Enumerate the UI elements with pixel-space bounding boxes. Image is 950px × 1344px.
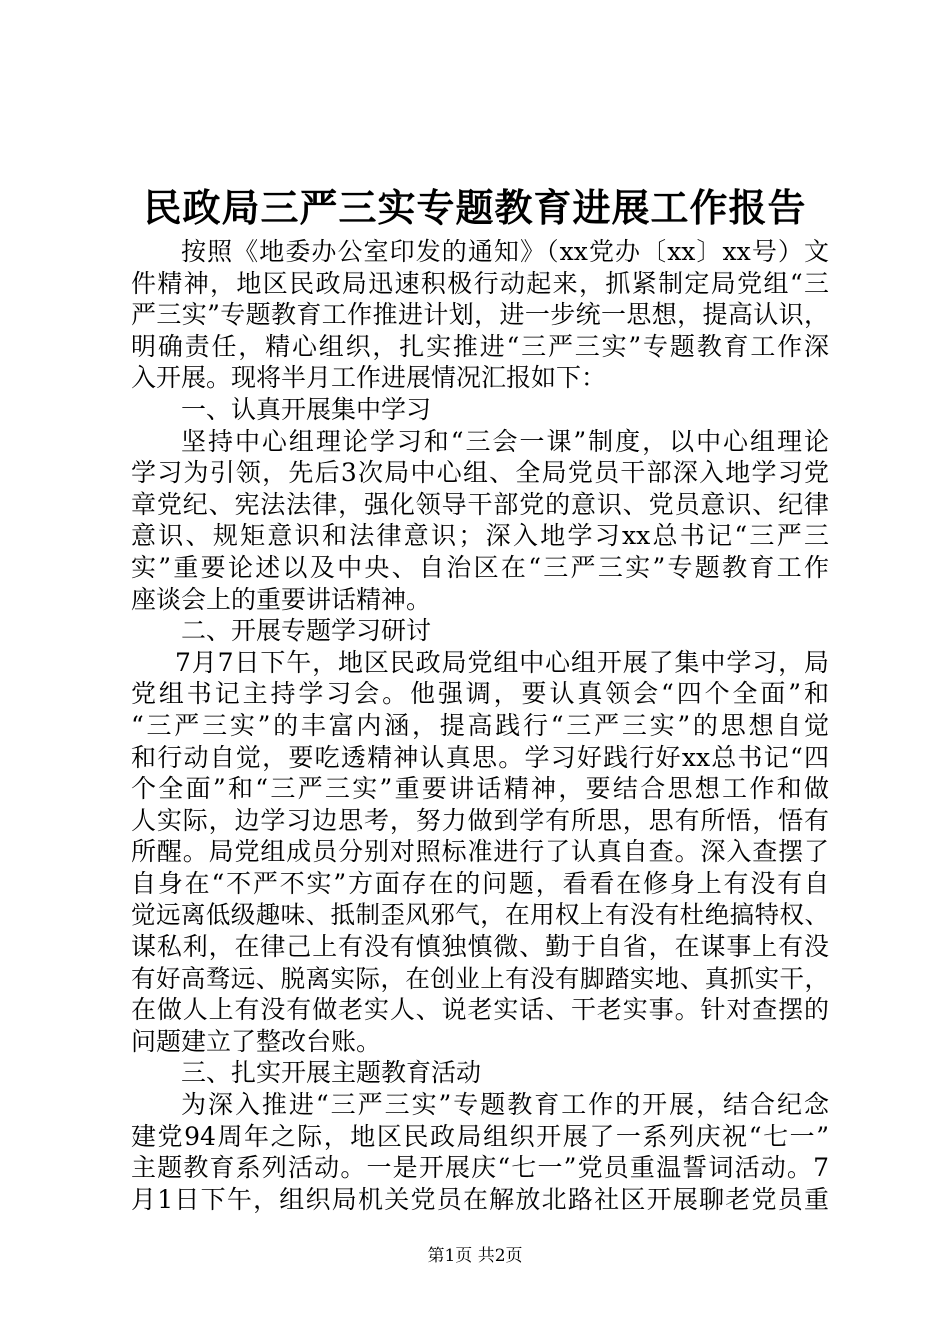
paragraph-line: 个全面”和“三严三实”重要讲话精神，要结合思想工作和做 (131, 774, 829, 804)
paragraph-line: 觉远离低级趣味、抵制歪风邪气，在用权上有没有杜绝搞特权、 (131, 900, 829, 930)
paragraph-line: 学习为引领，先后3次局中心组、全局党员干部深入地学习党 (131, 458, 829, 488)
paragraph-line: 谋私利，在律己上有没有慎独慎微、勤于自省，在谋事上有没 (131, 932, 829, 962)
paragraph-line: 件精神，地区民政局迅速积极行动起来，抓紧制定局党组“三 (131, 268, 829, 298)
page-number-footer: 第1页 共2页 (427, 1246, 523, 1266)
paragraph-line: “三严三实”的丰富内涵，提高践行“三严三实”的思想自觉 (131, 710, 829, 740)
section-heading: 三、扎实开展主题教育活动 (181, 1058, 482, 1088)
section-heading: 一、认真开展集中学习 (181, 394, 432, 424)
paragraph-line: 实”重要论述以及中央、自治区在“三严三实”专题教育工作 (131, 552, 829, 582)
paragraph-line: 月1日下午，组织局机关党员在解放北路社区开展聊老党员重 (131, 1184, 829, 1214)
document-title: 民政局三严三实专题教育进展工作报告 (143, 185, 807, 230)
paragraph-line: 按照《地委办公室印发的通知》（xx党办〔xx〕xx号）文 (181, 237, 829, 266)
paragraph-line: 主题教育系列活动。一是开展庆“七一”党员重温誓词活动。7 (131, 1153, 829, 1183)
paragraph-line: 严三实”专题教育工作推进计划，进一步统一思想，提高认识， (131, 300, 829, 330)
paragraph-line: 有好高骛远、脱离实际，在创业上有没有脚踏实地、真抓实干， (131, 963, 829, 993)
paragraph-line: 明确责任，精心组织，扎实推进“三严三实”专题教育工作深 (131, 331, 829, 361)
paragraph-line: 党组书记主持学习会。他强调，要认真领会“四个全面”和 (131, 679, 829, 709)
section-heading: 二、开展专题学习研讨 (181, 616, 432, 646)
paragraph-line: 自身在“不严不实”方面存在的问题，看看在修身上有没有自 (131, 868, 829, 898)
paragraph-line: 意识、规矩意识和法律意识；深入地学习xx总书记“三严三 (131, 521, 829, 551)
paragraph-line: 入开展。现将半月工作进展情况汇报如下： (131, 363, 607, 393)
paragraph-line: 在做人上有没有做老实人、说老实话、干老实事。针对查摆的 (131, 995, 829, 1025)
paragraph-line: 7月7日下午，地区民政局党组中心组开展了集中学习，局 (175, 647, 829, 677)
paragraph-line: 为深入推进“三严三实”专题教育工作的开展，结合纪念 (181, 1090, 829, 1120)
paragraph-line: 所醒。局党组成员分别对照标准进行了认真自查。深入查摆了 (131, 837, 829, 867)
document-body (131, 236, 829, 1215)
paragraph-line: 和行动自觉，要吃透精神认真思。学习好践行好xx总书记“四 (131, 742, 829, 772)
paragraph-line: 建党94周年之际，地区民政局组织开展了一系列庆祝“七一” (131, 1121, 829, 1151)
paragraph-line: 座谈会上的重要讲话精神。 (131, 584, 432, 614)
paragraph-line: 章党纪、宪法法律，强化领导干部党的意识、党员意识、纪律 (131, 489, 829, 519)
paragraph-line: 人实际，边学习边思考，努力做到学有所思，思有所悟，悟有 (131, 805, 829, 835)
paragraph-line: 问题建立了整改台账。 (131, 1026, 382, 1056)
paragraph-line: 坚持中心组理论学习和“三会一课”制度，以中心组理论 (181, 426, 829, 456)
